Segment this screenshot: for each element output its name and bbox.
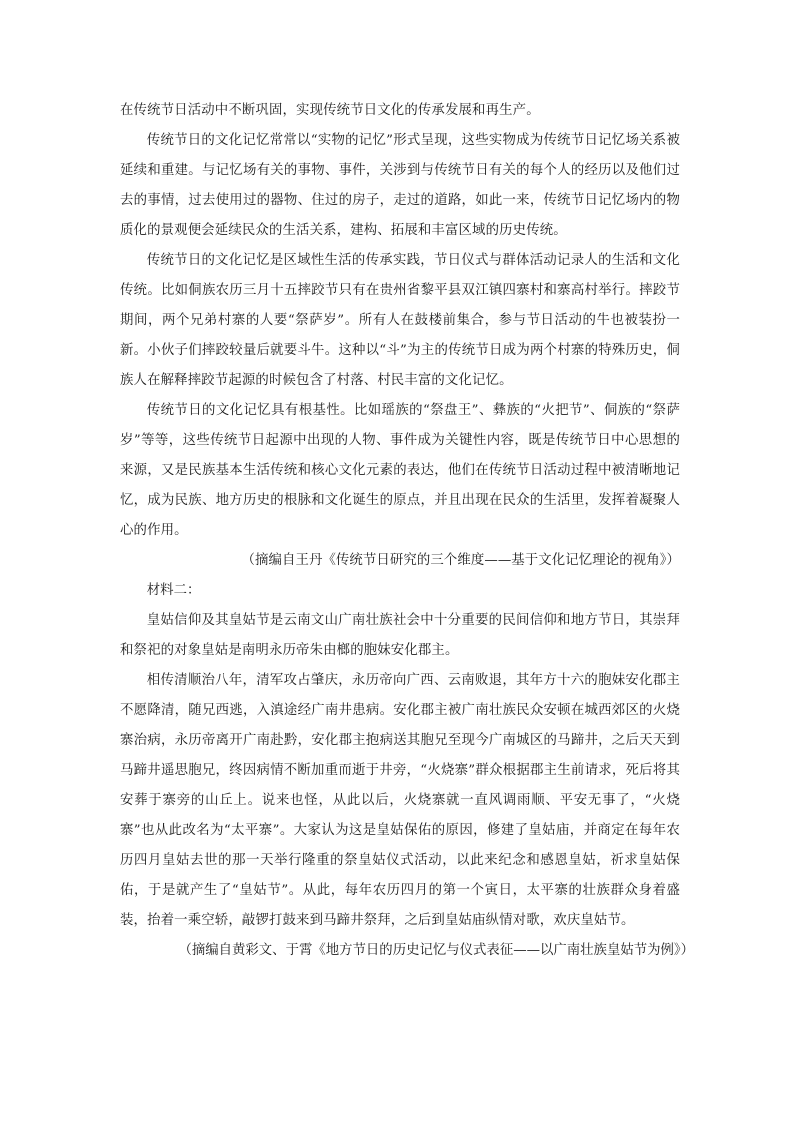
paragraph-huanggu-intro: 皇姑信仰及其皇姑节是云南文山广南壮族社会中十分重要的民间信仰和地方节日，其崇拜和祭祀的对象皇姑是南明永历帝朱由榔的胞妹安化郡主。 [120,613,680,658]
source-citation-material-2: （摘编自黄彩文、于霄《地方节日的历史记忆与仪式表征——以广南壮族皇姑节为例》） [178,943,694,958]
paragraph-regional-practice: 传统节日的文化记忆是区域性生活的传承实践，节日仪式与群体活动记录人的生活和文化传统。比如侗族农历三月十五摔跤节只有在贵州省黎平县双江镇四寨村和寨高村举行。摔跤节期间，两个兄弟村寨的人要“祭萨岁”。所有人在鼓楼前集合，参与节日活动的牛也被装扮一新。小伙子们摔跤较量后就要斗牛。这种以“斗”为主的传统节日成为两个村寨的特殊历史，侗族人在解释摔跤节起源的时候包含了村落、村民丰富的文化记忆。 [120,253,680,388]
document-page [120,96,694,966]
source-citation-material-1: （摘编自王丹《传统节日研究的三个维度——基于文化记忆理论的视角》） [241,553,680,568]
material-2-label: 材料二： [146,583,201,598]
paragraph-rootedness: 传统节日的文化记忆具有根基性。比如瑶族的“祭盘王”、彝族的“火把节”、侗族的“祭萨岁”等等，这些传统节日起源中出现的人物、事件成为关键性内容，既是传统节日中心思想的来源，又是民族基本生活传统和核心文化元素的表达，他们在传统节日活动过程中被清晰地记忆，成为民族、地方历史的根脉和文化诞生的原点，并且出现在民众的生活里，发挥着凝聚人心的作用。 [120,403,680,538]
paragraph-huanggu-legend: 相传清顺治八年，清军攻占肇庆，永历帝向广西、云南败退，其年方十六的胞妹安化郡主不愿降清，随兄西逃，入滇途经广南井患病。安化郡主被广南壮族民众安顿在城西郊区的火烧寨治病，永历帝离开广南赴黔，安化郡主抱病送其胞兄至现今广南城区的马蹄井，之后天天到马蹄井遥思胞兄，终因病情不断加重而逝于井旁，“火烧寨”群众根据郡主生前请求，死后将其安葬于寨旁的山丘上。说来也怪，从此以后，火烧寨就一直风调雨顺、平安无事了，“火烧寨”也从此改名为“太平寨”。大家认为这是皇姑保佑的原因，修建了皇姑庙，并商定在每年农历四月皇姑去世的那一天举行隆重的祭皇姑仪式活动，以此来纪念和感恩皇姑，祈求皇姑保佑，于是就产生了“皇姑节”。从此，每年农历四月的第一个寅日，太平寨的壮族群众身着盛装，抬着一乘空轿，敲锣打鼓来到马蹄井祭拜，之后到皇姑庙纵情对歌，欢庆皇姑节。 [120,673,680,928]
paragraph-continuation: 在传统节日活动中不断巩固，实现传统节日文化的传承发展和再生产。 [120,103,540,118]
paragraph-physical-memory: 传统节日的文化记忆常常以“实物的记忆”形式呈现，这些实物成为传统节日记忆场关系被延续和重建。与记忆场有关的事物、事件，关涉到与传统节日有关的每个人的经历以及他们过去的事情，过去使用过的器物、住过的房子，走过的道路，如此一来，传统节日记忆场内的物质化的景观便会延续民众的生活关系，建构、拓展和丰富区域的历史传统。 [120,133,680,238]
